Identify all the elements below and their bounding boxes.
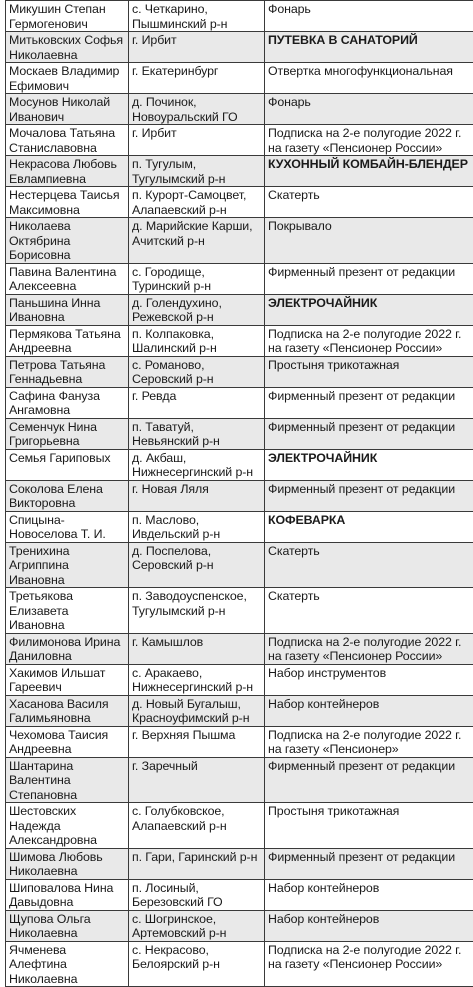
winner-address: г. Ирбит	[129, 32, 265, 63]
table-row	[6, 941, 473, 987]
winner-name: Щупова Ольга Николаевна	[6, 910, 129, 941]
winner-name: Некрасова Любовь Евлампиевна	[6, 156, 129, 187]
winner-address: с. Романово, Серовский р-н	[129, 356, 265, 387]
winner-prize: Подписка на 2-е полугодие 2022 г. на газету «Пенсионер»	[265, 726, 473, 757]
winner-address: г. Заречный	[129, 757, 265, 803]
table-row	[6, 125, 473, 156]
winner-name: Митьковских Софья Николаевна	[6, 32, 129, 63]
winner-prize: Набор контейнеров	[265, 879, 473, 910]
table-row	[6, 542, 473, 588]
table-row	[6, 387, 473, 418]
winner-name: Москаев Владимир Ефимович	[6, 63, 129, 94]
winner-name: Микушин Степан Гермогенович	[6, 1, 129, 32]
winner-prize: КУХОННЫЙ КОМБАЙН-БЛЕНДЕР	[265, 156, 473, 187]
winner-prize: Подписка на 2-е полугодие 2022 г. на газету «Пенсионер России»	[265, 633, 473, 664]
winner-name: Паньшина Инна Ивановна	[6, 294, 129, 325]
winner-name: Пермякова Татьяна Андреевна	[6, 325, 129, 356]
table-row	[6, 757, 473, 803]
table-row	[6, 726, 473, 757]
winner-prize: Простыня трикотажная	[265, 356, 473, 387]
winners-table	[5, 0, 473, 987]
winner-name: Павина Валентина Алексеевна	[6, 263, 129, 294]
winner-name: Спицына-Новоселова Т. И.	[6, 511, 129, 542]
winner-address: п. Тугулым, Тугулымский р-н	[129, 156, 265, 187]
winner-name: Третьякова Елизавета Ивановна	[6, 588, 129, 634]
winner-name: Николаева Октябрина Борисовна	[6, 218, 129, 264]
winner-prize: Фирменный презент от редакции	[265, 757, 473, 803]
winner-prize: ЭЛЕКТРОЧАЙНИК	[265, 294, 473, 325]
winner-address: п. Заводоуспенское, Тугулымский р-н	[129, 588, 265, 634]
winner-prize: Фирменный презент от редакции	[265, 418, 473, 449]
winner-address: п. Гари, Гаринский р-н	[129, 848, 265, 879]
winner-name: Сафина Фануза Ангамовна	[6, 387, 129, 418]
table-row	[6, 294, 473, 325]
table-row	[6, 187, 473, 218]
winner-address: г. Верхняя Пышма	[129, 726, 265, 757]
winner-address: с. Аракаево, Нижнесергинский р-н	[129, 664, 265, 695]
table-row	[6, 1, 473, 32]
winner-prize: Подписка на 2-е полугодие 2022 г. на газету «Пенсионер России»	[265, 941, 473, 987]
winner-address: п. Маслово, Ивдельский р-н	[129, 511, 265, 542]
winner-prize: Подписка на 2-е полугодие 2022 г. на газету «Пенсионер России»	[265, 125, 473, 156]
table-row	[6, 63, 473, 94]
table-row	[6, 848, 473, 879]
winner-name: Семенчук Нина Григорьевна	[6, 418, 129, 449]
winner-prize: Фонарь	[265, 1, 473, 32]
table-row	[6, 480, 473, 511]
table-row	[6, 588, 473, 634]
winner-address: г. Екатеринбург	[129, 63, 265, 94]
winner-prize: Скатерть	[265, 542, 473, 588]
winner-address: д. Новый Бугалыш, Красноуфимский р-н	[129, 695, 265, 726]
winner-address: с. Голубковское, Алапаевский р-н	[129, 803, 265, 849]
winner-prize: КОФЕВАРКА	[265, 511, 473, 542]
winner-name: Хакимов Ильшат Гареевич	[6, 664, 129, 695]
winner-address: с. Городище, Туринский р-н	[129, 263, 265, 294]
winner-prize: Фирменный презент от редакции	[265, 263, 473, 294]
winner-name: Мочалова Татьяна Станиславовна	[6, 125, 129, 156]
winner-address: п. Курорт-Самоцвет, Алапаевский р-н	[129, 187, 265, 218]
table-row	[6, 511, 473, 542]
winner-prize: Простыня трикотажная	[265, 803, 473, 849]
winner-name: Шимова Любовь Николаевна	[6, 848, 129, 879]
winner-name: Соколова Елена Викторовна	[6, 480, 129, 511]
table-row	[6, 32, 473, 63]
winner-name: Петрова Татьяна Геннадьевна	[6, 356, 129, 387]
table-row	[6, 94, 473, 125]
winner-prize: ПУТЕВКА В САНАТОРИЙ	[265, 32, 473, 63]
winner-name: Чехомова Таисия Андреевна	[6, 726, 129, 757]
winner-address: с. Шогринское, Артемовский р-н	[129, 910, 265, 941]
table-row	[6, 803, 473, 849]
winner-name: Ячменева Алефтина Николаевна	[6, 941, 129, 987]
winner-address: п. Лосиный, Березовский ГО	[129, 879, 265, 910]
winner-address: д. Марийские Карши, Ачитский р-н	[129, 218, 265, 264]
winner-prize: Набор контейнеров	[265, 695, 473, 726]
winner-address: с. Четкарино, Пышминский р-н	[129, 1, 265, 32]
winner-address: д. Починок, Новоуральский ГО	[129, 94, 265, 125]
winners-table-body	[6, 1, 473, 987]
winner-name: Семья Гариповых	[6, 449, 129, 480]
table-row	[6, 449, 473, 480]
winner-address: с. Некрасово, Белоярский р-н	[129, 941, 265, 987]
winner-prize: Покрывало	[265, 218, 473, 264]
winner-prize: Скатерть	[265, 588, 473, 634]
winner-address: п. Таватуй, Невьянский р-н	[129, 418, 265, 449]
winner-address: д. Голендухино, Режевской р-н	[129, 294, 265, 325]
table-row	[6, 325, 473, 356]
winner-name: Мосунов Николай Иванович	[6, 94, 129, 125]
table-row	[6, 664, 473, 695]
winner-prize: Фирменный презент от редакции	[265, 848, 473, 879]
table-row	[6, 263, 473, 294]
winner-prize: Фирменный презент от редакции	[265, 480, 473, 511]
winner-prize: Набор контейнеров	[265, 910, 473, 941]
table-row	[6, 218, 473, 264]
table-row	[6, 695, 473, 726]
winner-name: Шантарина Валентина Степановна	[6, 757, 129, 803]
winner-prize: Фонарь	[265, 94, 473, 125]
winner-address: г. Ревда	[129, 387, 265, 418]
winner-address: г. Ирбит	[129, 125, 265, 156]
winner-address: д. Поспелова, Серовский р-н	[129, 542, 265, 588]
winner-prize: ЭЛЕКТРОЧАЙНИК	[265, 449, 473, 480]
table-row	[6, 910, 473, 941]
table-row	[6, 418, 473, 449]
winner-address: д. Акбаш, Нижнесергинский р-н	[129, 449, 265, 480]
winner-name: Тренихина Агриппина Ивановна	[6, 542, 129, 588]
winner-name: Хасанова Василя Галимьяновна	[6, 695, 129, 726]
winner-prize: Отвертка многофункциональная	[265, 63, 473, 94]
winner-name: Шестовских Надежда Александровна	[6, 803, 129, 849]
winner-address: г. Камышлов	[129, 633, 265, 664]
winner-prize: Набор инструментов	[265, 664, 473, 695]
table-row	[6, 879, 473, 910]
winner-name: Нестерцева Таисья Максимовна	[6, 187, 129, 218]
winner-name: Шиповалова Нина Давыдовна	[6, 879, 129, 910]
table-row	[6, 633, 473, 664]
winner-name: Филимонова Ирина Даниловна	[6, 633, 129, 664]
winner-prize: Подписка на 2-е полугодие 2022 г. на газету «Пенсионер России»	[265, 325, 473, 356]
winner-address: г. Новая Ляля	[129, 480, 265, 511]
winner-prize: Скатерть	[265, 187, 473, 218]
winner-prize: Фирменный презент от редакции	[265, 387, 473, 418]
table-row	[6, 356, 473, 387]
table-row	[6, 156, 473, 187]
winner-address: п. Колпаковка, Шалинский р-н	[129, 325, 265, 356]
